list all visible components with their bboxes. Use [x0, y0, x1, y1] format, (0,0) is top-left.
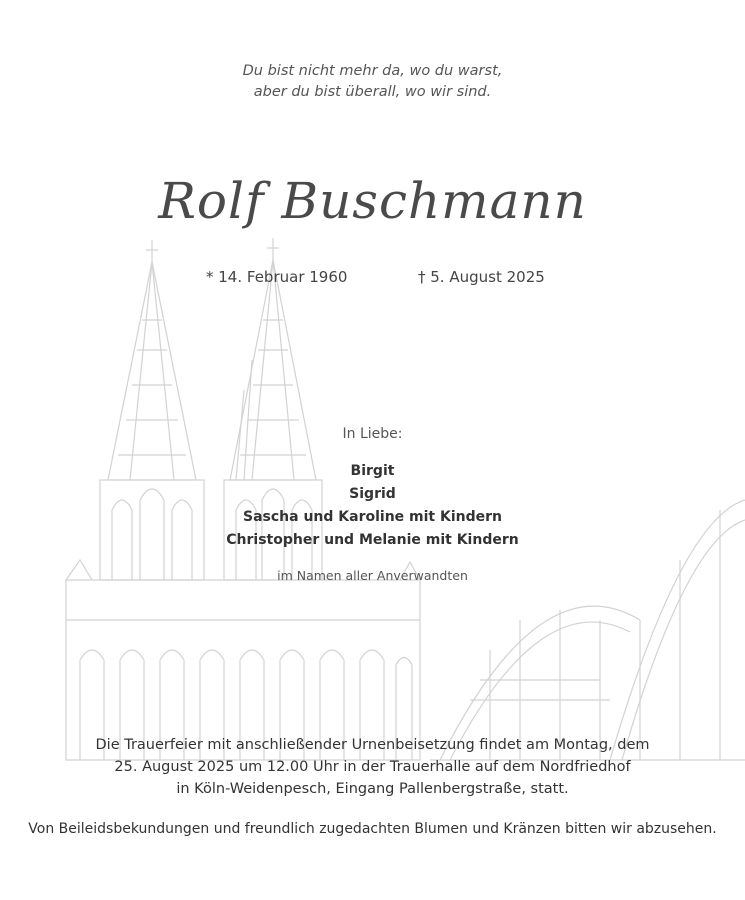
funeral-details — [0, 734, 745, 800]
funeral-line-2: 25. August 2025 um 12.00 Uhr in der Trauerhalle auf dem Nordfriedhof — [114, 759, 631, 775]
mourner-name: Sigrid — [349, 486, 396, 502]
quote-line-2: aber du bist überall, wo wir sind. — [253, 84, 492, 100]
deceased-name: Rolf Buschmann — [158, 172, 587, 230]
mourners-intro: In Liebe: — [342, 426, 403, 442]
quote-line-1: Du bist nicht mehr da, wo du warst, — [242, 63, 503, 79]
mourner-name: Christopher und Melanie mit Kindern — [226, 532, 519, 548]
mourner-name: Sascha und Karoline mit Kindern — [243, 509, 502, 525]
condolence-request: Von Beileidsbekundungen und freundlich zugedachten Blumen und Kränzen bitten wir abzusehen. — [28, 821, 717, 837]
relatives-note: im Namen aller Anverwandten — [277, 568, 468, 583]
mourner-list — [0, 460, 745, 552]
death-date: † 5. August 2025 — [418, 268, 545, 286]
mourner-name: Birgit — [350, 463, 395, 479]
memorial-quote — [0, 61, 745, 103]
birth-date: * 14. Februar 1960 — [206, 268, 348, 286]
funeral-line-1: Die Trauerfeier mit anschließender Urnenbeisetzung findet am Montag, dem — [95, 737, 650, 753]
funeral-line-3: in Köln-Weidenpesch, Eingang Pallenbergstraße, statt. — [176, 781, 569, 797]
